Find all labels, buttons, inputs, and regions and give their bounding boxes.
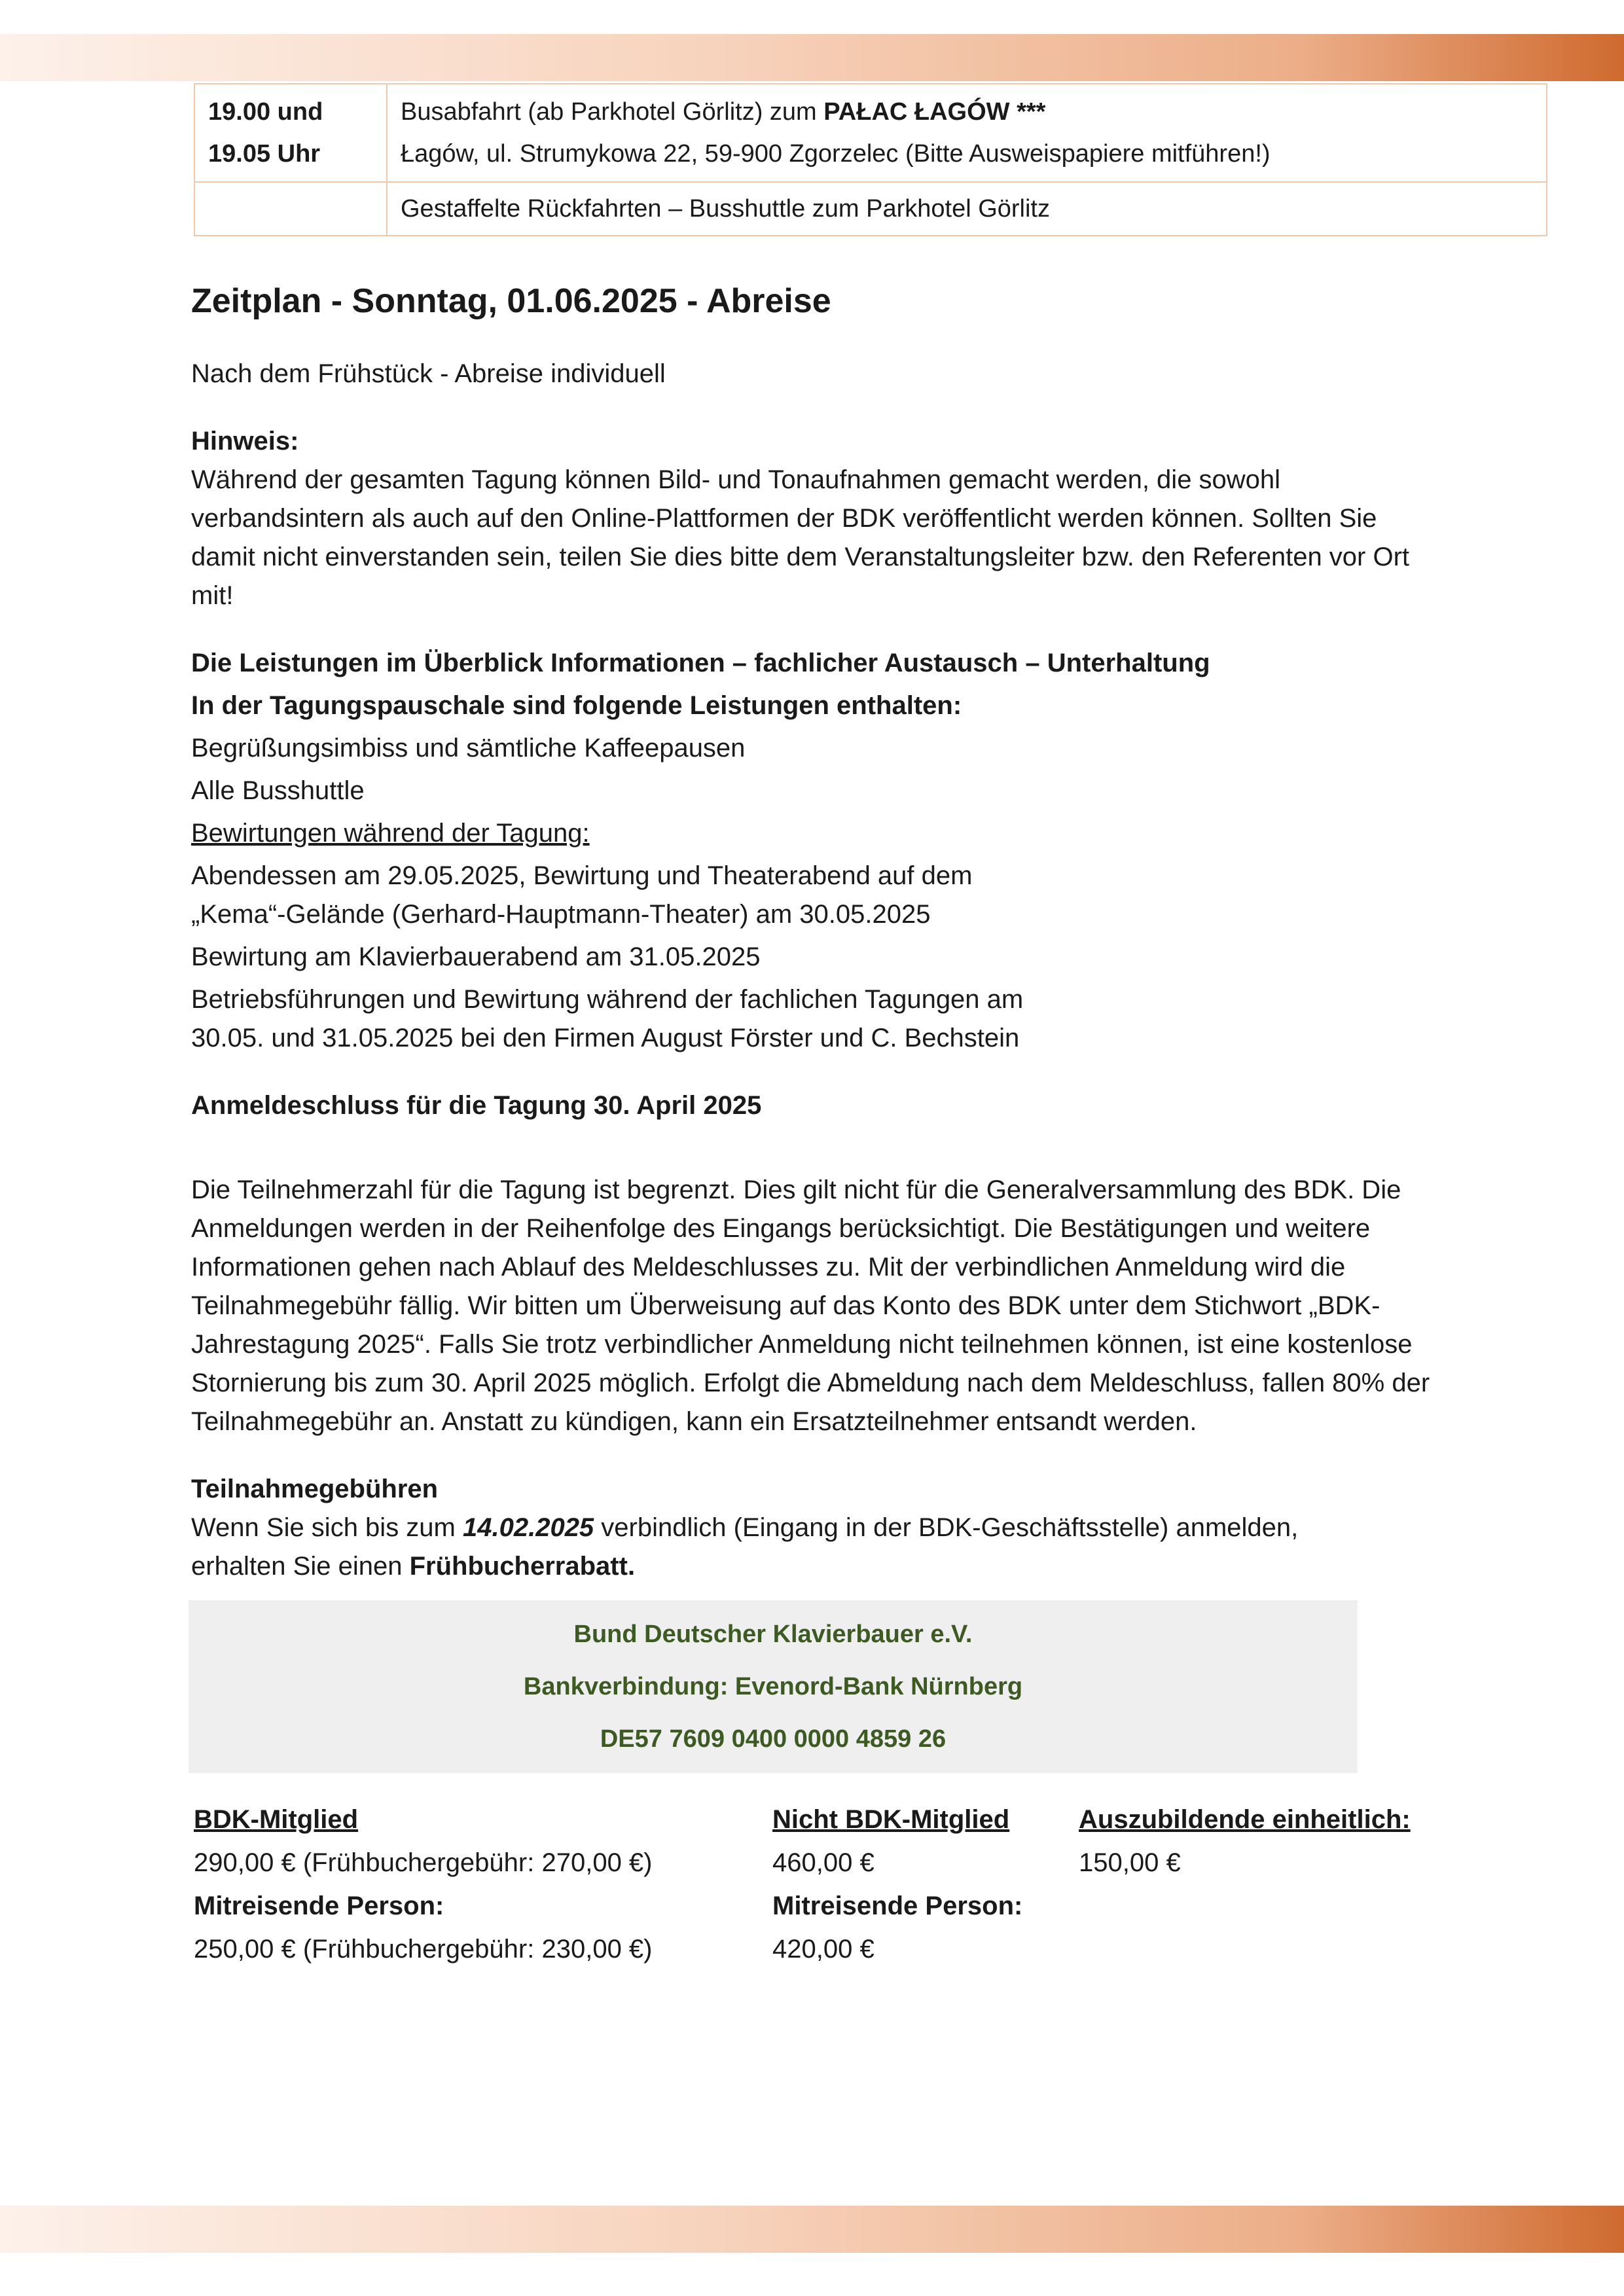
service-item-dinner-line2: „Kema“-Gelände (Gerhard-Hauptmann-Theater) am 30.05.2025 bbox=[191, 900, 931, 929]
fee-trainee-price: 150,00 € bbox=[1079, 1848, 1181, 1877]
bank-name: Bankverbindung: Evenord-Bank Nürnberg bbox=[523, 1673, 1023, 1700]
services-title: Die Leistungen im Überblick Informationen – fachlicher Austausch – Unterhaltung bbox=[191, 649, 1210, 677]
schedule-return-cell: Gestaffelte Rückfahrten – Busshuttle zum Parkhotel Görlitz bbox=[387, 182, 1547, 236]
registration-deadline: Anmeldeschluss für die Tagung 30. April 2025 bbox=[191, 1091, 762, 1120]
hint-title: Hinweis: bbox=[191, 427, 299, 456]
early-bird-discount: Frühbucherrabatt. bbox=[409, 1552, 636, 1581]
bank-iban: DE57 7609 0400 0000 4859 26 bbox=[600, 1725, 947, 1753]
fee-member-companion-title: Mitreisende Person: bbox=[194, 1892, 444, 1920]
schedule-address: Łagów, ul. Strumykowa 22, 59-900 Zgorzelec (Bitte Ausweispapiere mitführen!) bbox=[401, 140, 1271, 168]
fees-title: Teilnahmegebühren bbox=[191, 1475, 439, 1503]
hospitality-title: Bewirtungen während der Tagung: bbox=[191, 819, 590, 848]
fee-trainee-title: Auszubildende einheitlich: bbox=[1079, 1805, 1411, 1834]
fees-intro-line2 bbox=[191, 1547, 1435, 1586]
service-item-piano-evening: Bewirtung am Klavierbauerabend am 31.05.2025 bbox=[191, 942, 761, 971]
service-item-tours-line2: 30.05. und 31.05.2025 bei den Firmen August Förster und C. Bechstein bbox=[191, 1024, 1020, 1052]
schedule-row-return bbox=[194, 182, 1547, 236]
bank-account-holder: Bund Deutscher Klavierbauer e.V. bbox=[573, 1621, 973, 1648]
footer-decor-band bbox=[0, 2206, 1624, 2253]
main-content bbox=[191, 275, 1435, 1981]
fee-nonmember-companion-title: Mitreisende Person: bbox=[772, 1892, 1023, 1920]
fee-column-member bbox=[194, 1798, 653, 1971]
fees-intro-text: Wenn Sie sich bis zum bbox=[191, 1513, 463, 1542]
hint-text: Während der gesamten Tagung können Bild- und Tonaufnahmen gemacht werden, die sowohl verbandsintern als auch auf den Online-Plattformen der BDK veröffentlicht werden können. Sollten Sie damit nicht einverstanden sein, teilen Sie dies bitte dem Veranstaltungsleiter bzw. den Referenten vor Ort mit! bbox=[191, 465, 1410, 610]
schedule-empty-cell bbox=[194, 182, 387, 236]
fee-column-trainee bbox=[1079, 1798, 1411, 1884]
page-title: Zeitplan - Sonntag, 01.06.2025 - Abreise bbox=[191, 282, 831, 320]
schedule-table bbox=[194, 83, 1547, 236]
fee-member-companion-price: 250,00 € (Frühbuchergebühr: 230,00 €) bbox=[194, 1935, 653, 1964]
service-item-dinner-line1: Abendessen am 29.05.2025, Bewirtung und Theaterabend auf dem bbox=[191, 861, 973, 890]
fee-column-non-member bbox=[772, 1798, 1022, 1971]
service-item-tours-line1: Betriebsführungen und Bewirtung während der fachlichen Tagungen am bbox=[191, 985, 1024, 1014]
schedule-venue: PAŁAC ŁAGÓW *** bbox=[823, 98, 1046, 126]
fees-intro-text-after: verbindlich (Eingang in der BDK-Geschäftsstelle) anmelden, bbox=[594, 1513, 1299, 1542]
schedule-desc-prefix: Busabfahrt (ab Parkhotel Görlitz) zum bbox=[401, 98, 824, 126]
fees-intro-line2-text: erhalten Sie einen bbox=[191, 1552, 410, 1581]
schedule-time-line2: 19.05 Uhr bbox=[208, 140, 321, 168]
departure-note: Nach dem Frühstück - Abreise individuell bbox=[191, 359, 666, 388]
fee-member-price: 290,00 € (Frühbuchergebühr: 270,00 €) bbox=[194, 1848, 653, 1877]
bank-details-box bbox=[189, 1600, 1358, 1773]
schedule-time-cell bbox=[194, 84, 387, 182]
schedule-time-line1: 19.00 und bbox=[208, 98, 323, 126]
fee-member-title: BDK-Mitglied bbox=[194, 1805, 359, 1834]
participants-text: Die Teilnehmerzahl für die Tagung ist begrenzt. Dies gilt nicht für die Generalversammlung des BDK. Die Anmeldungen werden in der Reihenfolge des Eingangs berücksichtigt. Die Bestätigungen und weitere Informationen gehen nach Ablauf des Meldeschlusses zu. Mit der verbindlichen Anmeldung wird die Teilnahmegebühr fällig. Wir bitten um Überweisung auf das Konto des BDK unter dem Stichwort „BDK-Jahrestagung 2025“. Falls Sie trotz verbindlicher Anmeldung nicht teilnehmen können, ist eine kostenlose Stornierung bis zum 30. April 2025 möglich. Erfolgt die Abmeldung nach dem Meldeschluss, fallen 80% der Teilnahmegebühr an. Anstatt zu kündigen, kann ein Ersatzteilnehmer entsandt werden. bbox=[191, 1175, 1430, 1436]
services-subtitle: In der Tagungspauschale sind folgende Leistungen enthalten: bbox=[191, 691, 962, 720]
service-item-snack: Begrüßungsimbiss und sämtliche Kaffeepausen bbox=[191, 734, 746, 762]
header-decor-band bbox=[0, 34, 1624, 81]
early-bird-date: 14.02.2025 bbox=[462, 1513, 594, 1542]
fee-nonmember-price: 460,00 € bbox=[772, 1848, 875, 1877]
fee-nonmember-title: Nicht BDK-Mitglied bbox=[772, 1805, 1010, 1834]
fee-nonmember-companion-price: 420,00 € bbox=[772, 1935, 875, 1964]
fees-intro-line1 bbox=[191, 1509, 1435, 1547]
schedule-desc-cell bbox=[387, 84, 1547, 182]
fees-table bbox=[191, 1798, 1435, 1981]
service-item-shuttle: Alle Busshuttle bbox=[191, 776, 365, 805]
schedule-row-bus bbox=[194, 84, 1547, 182]
